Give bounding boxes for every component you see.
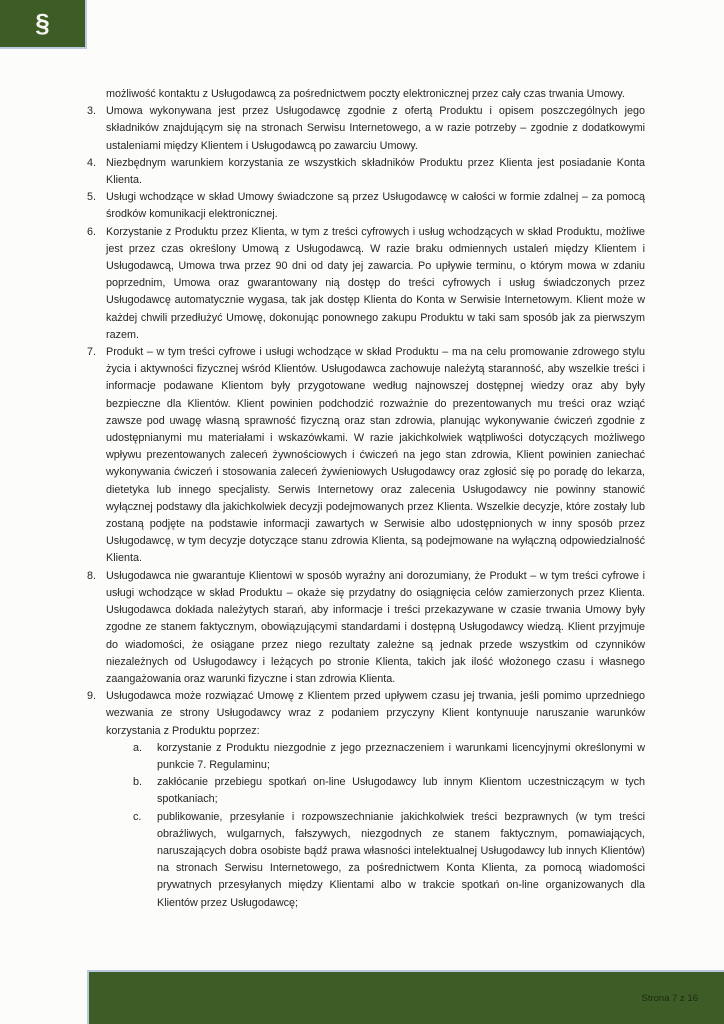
item-number: 5. xyxy=(87,191,97,204)
sub-item-text: publikowanie, przesyłanie i rozpowszechnianie jakichkolwiek treści bezprawnych (w tym treści obraźliwych, wulgarnych, fałszywych, niezgodnych ze stanem faktycznym, pomawiających, naruszających dobra osobiste bądź prawa własności intelektualnej Usługodawcy lub innych Klientów) na stronach Serwisu Internetowego, za pośrednictwem Konta Klienta, za pomocą wiadomości prywatnych przesyłanych między Klientami albo w trakcie spotkań on-line organizowanych dla Klientów przez Usługodawcę; xyxy=(157,810,645,909)
item-number: 7. xyxy=(87,346,97,359)
list-item xyxy=(87,344,645,568)
item-text: Usługodawca może rozwiązać Umowę z Klientem przed upływem czasu jej trwania, jeśli pomimo uprzedniego wezwania ze strony Usługodawcy wraz z podaniem przyczyny Klient kontynuuje naruszanie warunków korzystania z Produktu poprzez: xyxy=(106,690,645,737)
sub-item-letter: b. xyxy=(133,776,143,789)
item-number: 4. xyxy=(87,156,97,169)
sub-item xyxy=(133,740,645,774)
item-number: 8. xyxy=(87,569,97,582)
sub-item-text: zakłócanie przebiegu spotkań on-line Usługodawcy lub innym Klientom uczestniczącym w tych spotkaniach; xyxy=(157,776,645,806)
footer-bar xyxy=(87,970,724,1024)
section-symbol: § xyxy=(35,7,50,38)
item-number: 3. xyxy=(87,105,97,118)
list-item xyxy=(87,103,645,155)
list-item xyxy=(87,568,645,688)
list-item xyxy=(87,688,645,912)
list-item xyxy=(87,189,645,223)
section-symbol-box xyxy=(0,0,87,49)
sub-list xyxy=(133,740,645,912)
item-text: Usługi wchodzące w skład Umowy świadczone są przez Usługodawcę w całości w formie zdalnej – za pomocą środków komunikacji elektronicznej. xyxy=(106,191,645,221)
list-item xyxy=(87,155,645,189)
sub-item-text: korzystanie z Produktu niezgodnie z jego przeznaczeniem i warunkami licencyjnymi określonymi w punkcie 7. Regulaminu; xyxy=(157,741,645,771)
sub-item-letter: c. xyxy=(133,810,142,823)
item-text: Niezbędnym warunkiem korzystania ze wszystkich składników Produktu przez Klienta jest posiadanie Konta Klienta. xyxy=(106,156,645,187)
terms-list xyxy=(87,103,645,912)
sub-item xyxy=(133,774,645,808)
item-number: 6. xyxy=(87,225,97,238)
item-number: 9. xyxy=(87,690,97,703)
item-text: Korzystanie z Produktu przez Klienta, w tym z treści cyfrowych i usług wchodzących w skład Produktu, możliwe jest przez czas określony Umową z Usługodawcą. W razie braku odmiennych ustaleń między Klientem i Usługodawcą, Umowa trwa przez 90 dni od daty jej zawarcia. Po upływie terminu, o którym mowa w zdaniu poprzednim, Umowa oraz gwarantowany nią dostęp do treści cyfrowych i usług świadczonych przez Usługodawcę automatycznie wygasa, tak jak dostęp Klienta do Konta w Serwisie Internetowym. Klient może w każdej chwili przedłużyć Umowę, dokonując ponownego zakupu Produktu w taki sam sposób jak za pierwszym razem. xyxy=(106,225,645,341)
page-number: Strona 7 z 16 xyxy=(641,992,698,1004)
item-text: Usługodawca nie gwarantuje Klientowi w sposób wyraźny ani dorozumiany, że Produkt – w tym treści cyfrowe i usługi wchodzące w skład Produktu – okaże się przydatny do osiągnięcia celów zamierzonych przez Klienta. Usługodawca dokłada należytych starań, aby informacje i treści przekazywane w czasie trwania Umowy były zgodne ze stanem faktycznym, obowiązującymi standardami i dostępną Usługodawcy wiedzą. Klient przyjmuje do wiadomości, że osiągane przez niego rezultaty zależne są jednak przede wszystkim od czynników niezależnych od Usługodawcy i leżących po stronie Klienta, takich jak ilość włożonego czasu i własnego zaangażowania oraz warunki fizyczne i stan zdrowia Klienta. xyxy=(106,569,645,685)
item-text: Umowa wykonywana jest przez Usługodawcę zgodnie z ofertą Produktu i opisem poszczególnych jego składników znajdującym się na stronach Serwisu Internetowego, a w razie potrzeby – zgodnie z dodatkowymi ustaleniami między Klientem i Usługodawcą po zawarciu Umowy. xyxy=(106,105,645,152)
document-body xyxy=(87,86,645,912)
item-text: Produkt – w tym treści cyfrowe i usługi wchodzące w skład Produktu – ma na celu promowanie zdrowego stylu życia i aktywności fizycznej wśród Klientów. Usługodawca zachowuje należytą staranność, aby wszelkie treści i informacje podawane Klientom były przygotowane według najnowszej dostępnej wiedzy oraz aby były bezpieczne dla Klientów. Klient powinien podchodzić rozważnie do prezentowanych mu treści oraz wziąć zawsze pod uwagę własną sprawność fizyczną oraz stan zdrowia, planując wykonywanie ćwiczeń zgodnie z udostępnianymi mu materiałami i wskazówkami. W razie jakichkolwiek wątpliwości dotyczących możliwego wpływu prezentowanych zaleceń żywnościowych i ćwiczeń na jego stan zdrowia, Klient powinien zaniechać wykonywania ćwiczeń i stosowania zaleceń żywieniowych Usługodawcy oraz zgłosić się po poradę do lekarza, dietetyka lub innego specjalisty. Serwis Internetowy oraz zalecenia Usługodawcy nie powinny stanowić wyłącznej podstawy dla jakichkolwiek decyzji podejmowanych przez Klienta. Wszelkie decyzje, które zostały lub zostaną podjęte na podstawie informacji zawartych w Serwisie albo udostępnionych w inny sposób przez Usługodawcę, w tym decyzje dotyczące stanu zdrowia Klienta, są podejmowane na wyłączną odpowiedzialność Klienta. xyxy=(106,346,645,565)
list-item xyxy=(87,224,645,344)
sub-item xyxy=(133,809,645,912)
sub-item-letter: a. xyxy=(133,741,143,754)
continuation-paragraph: możliwość kontaktu z Usługodawcą za pośrednictwem poczty elektronicznej przez cały czas trwania Umowy. xyxy=(106,88,625,100)
